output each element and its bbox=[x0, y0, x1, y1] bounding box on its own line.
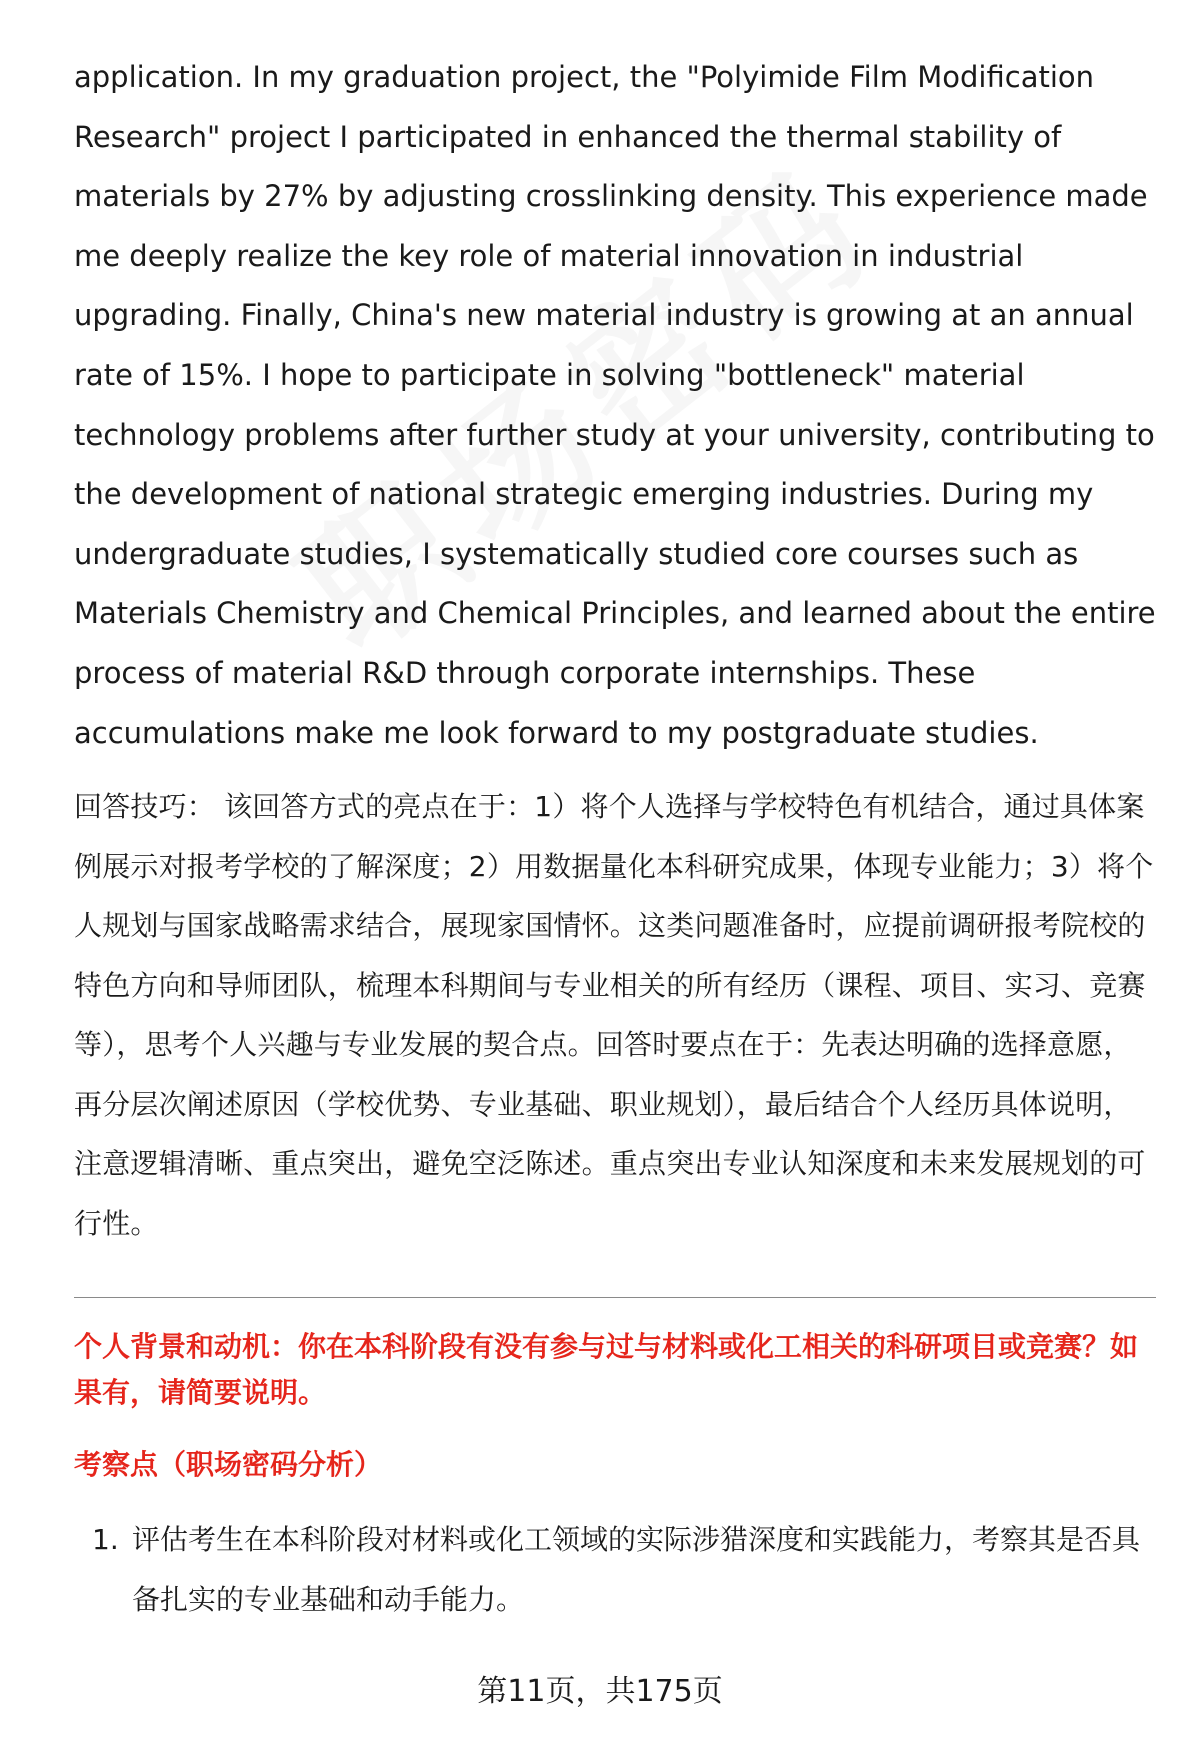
assessment-list bbox=[74, 1510, 1156, 1629]
section-divider bbox=[74, 1297, 1156, 1298]
page-number-footer: 第11页，共175页 bbox=[477, 1674, 723, 1709]
list-item bbox=[74, 1510, 1156, 1629]
list-item-text: 评估考生在本科阶段对材料或化工领域的实际涉猎深度和实践能力，考察其是否具备扎实的专业基础和动手能力。 bbox=[132, 1523, 1141, 1616]
list-item-number: 1. bbox=[92, 1523, 119, 1557]
answer-tips-paragraph: 回答技巧： 该回答方式的亮点在于：1）将个人选择与学校特色有机结合，通过具体案例展示对报考学校的了解深度；2）用数据量化本科研究成果，体现专业能力；3）将个人规划与国家战略需求结合，展现家国情怀。这类问题准备时，应提前调研报考院校的特色方向和导师团队，梳理本科期间与专业相关的所有经历（课程、项目、实习、竞赛等），思考个人兴趣与专业发展的契合点。回答时要点在于：先表达明确的选择意愿，再分层次阐述原因（学校优势、专业基础、职业规划），最后结合个人经历具体说明，注意逻辑清晰、重点突出，避免空泛陈述。重点突出专业认知深度和未来发展规划的可行性。 bbox=[74, 790, 1154, 1240]
document-page bbox=[74, 48, 1156, 1629]
question-heading: 个人背景和动机：你在本科阶段有没有参与过与材料或化工相关的科研项目或竞赛？如果有，请简要说明。 bbox=[74, 1330, 1139, 1410]
assessment-title: 考察点（职场密码分析） bbox=[74, 1448, 383, 1482]
answer-english-paragraph: application. In my graduation project, the "Polyimide Film Modification Research" project I participated in enhanced the thermal stability of materials by 27% by adjusting crosslinking density. This experience made me deeply realize the key role of material innovation in industrial upgrading. Finally, China's new material industry is growing at an annual rate of 15%. I hope to participate in solving "bottleneck" material technology problems after further study at your university, contributing to the development of national strategic emerging industries. During my undergraduate studies, I systematically studied core courses such as Materials Chemistry and Chemical Principles, and learned about the entire process of material R&D through corporate internships. These accumulations make me look forward to my postgraduate studies. bbox=[74, 60, 1156, 750]
